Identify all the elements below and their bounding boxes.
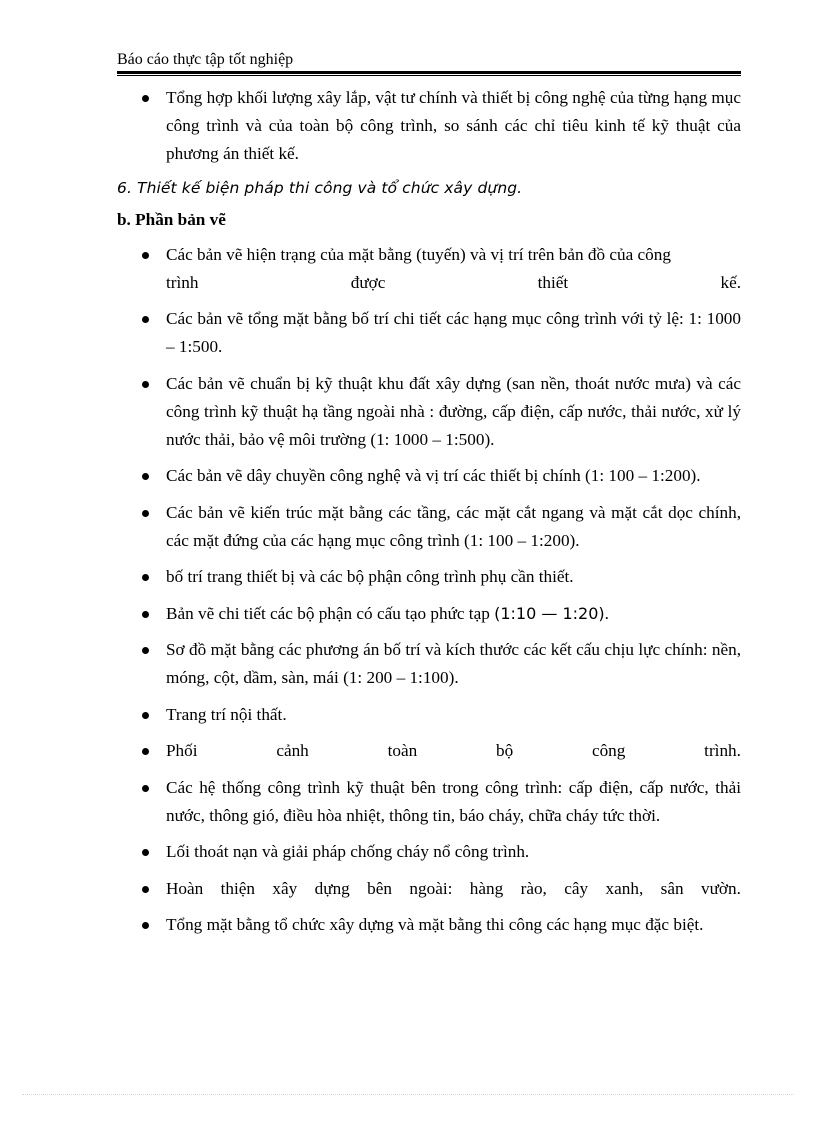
scale-ratio: (1:10 — 1:20) [494,603,605,623]
header-rule-thick [117,71,741,74]
bullet-icon [142,886,149,893]
word: toàn [387,741,418,760]
bullet-icon [142,712,149,719]
bullet-icon [142,381,149,388]
list-item-justified-line [166,875,741,903]
word: thiết [537,272,569,292]
word: hàng [469,878,504,898]
header-title: Báo cáo thực tập tốt nghiệp [117,51,294,68]
word: ngoài: [409,878,453,898]
word: vườn. [700,878,741,898]
word: bộ [495,741,514,760]
summary-list [117,84,741,168]
word: xanh, [605,878,644,898]
word: rào, [520,878,547,898]
list-item [117,701,741,729]
word: được [350,272,386,292]
page-footer-divider [22,1094,794,1095]
list-item-justified-line [166,269,741,297]
list-item-text: Các bản vẽ hiện trạng của mặt bằng (tuyến) và vị trí trên bản đồ của công [166,244,671,264]
bullet-icon [142,510,149,517]
document-body [117,84,741,948]
list-item-justified-line [166,737,741,765]
word: Phối [166,741,198,760]
list-item [117,84,741,168]
list-item-text: Các hệ thống công trình kỹ thuật bên trong công trình: cấp điện, cấp nước, thải nước, thông gió, điều hòa nhiệt, thông tin, báo cháy, chữa cháy tức thời. [166,777,741,825]
section-heading-b: b. Phần bản vẽ [117,209,226,229]
word: cảnh [276,741,309,760]
list-item [117,305,741,361]
page-header [117,50,741,76]
drawings-list [117,241,741,940]
list-item [117,563,741,591]
list-item-text: Các bản vẽ chuẩn bị kỹ thuật khu đất xây dựng (san nền, thoát nước mưa) và các công trình kỹ thuật hạ tầng ngoài nhà : đường, cấp điện, cấp nước, thải nước, xử lý nước thải, bảo vệ môi trường (1: 1000 – 1:500). [166,373,741,449]
bullet-icon [142,849,149,856]
list-item-text: Tổng mặt bằng tổ chức xây dựng và mặt bằng thi công các hạng mục đặc biệt. [166,915,704,934]
list-item-text: bố trí trang thiết bị và các bộ phận công trình phụ cần thiết. [166,567,574,586]
word: công [591,741,626,760]
list-item-text: Trang trí nội thất. [166,704,287,724]
word: kế. [720,272,741,292]
list-item [117,774,741,830]
list-item [117,875,741,903]
bullet-icon [142,473,149,480]
bullet-icon [142,611,149,618]
list-item-text: Bản vẽ chi tiết các bộ phận có cấu tạo phức tạp [166,603,490,623]
list-item-text: Các bản vẽ dây chuyền công nghệ và vị trí các thiết bị chính (1: 100 – 1:200). [166,466,701,485]
list-item [117,462,741,490]
list-item-text: Các bản vẽ tổng mặt bằng bố trí chi tiết các hạng mục công trình với tỷ lệ: 1: 1000 – 1:500. [166,309,741,356]
word: trình [166,272,199,292]
list-item [117,636,741,692]
section-heading-6: 6. Thiết kế biện pháp thi công và tổ chức xây dựng. [117,178,523,197]
list-item [117,737,741,765]
list-item-end: . [604,603,609,623]
list-item-text: Lối thoát nạn và giải pháp chống cháy nổ công trình. [166,842,530,861]
bullet-icon [142,785,149,792]
bullet-icon [142,252,149,259]
list-item-text: Sơ đồ mặt bằng các phương án bố trí và kích thước các kết cấu chịu lực chính: nền, móng, cột, dầm, sàn, mái (1: 200 – 1:100). [166,640,741,687]
list-item [117,600,741,628]
header-rule-thin [117,75,741,76]
bullet-icon [142,316,149,323]
list-item [117,838,741,866]
word: cây [564,878,589,898]
word: xây [272,878,298,898]
bullet-icon [142,922,149,929]
word: thiện [220,878,256,898]
bullet-icon [142,574,149,581]
list-item [117,370,741,454]
bullet-icon [142,647,149,654]
list-item [117,911,741,939]
list-item-text: Tổng hợp khối lượng xây lắp, vật tư chính và thiết bị công nghệ của từng hạng mục công trình và của toàn bộ công trình, so sánh các chỉ tiêu kinh tế kỹ thuật của phương án thiết kế. [166,88,742,163]
word: trình. [704,741,741,760]
word: sân [660,878,684,898]
list-item [117,241,741,297]
word: dựng [314,878,350,898]
list-item [117,499,741,555]
word: bên [367,878,392,898]
bullet-icon [142,95,149,102]
word: Hoàn [166,878,204,898]
bullet-icon [142,748,149,755]
list-item-text: Các bản vẽ kiến trúc mặt bằng các tầng, các mặt cắt ngang và mặt cắt dọc chính, các mặt đứng của các hạng mục công trình (1: 100 – 1:200). [166,502,741,550]
